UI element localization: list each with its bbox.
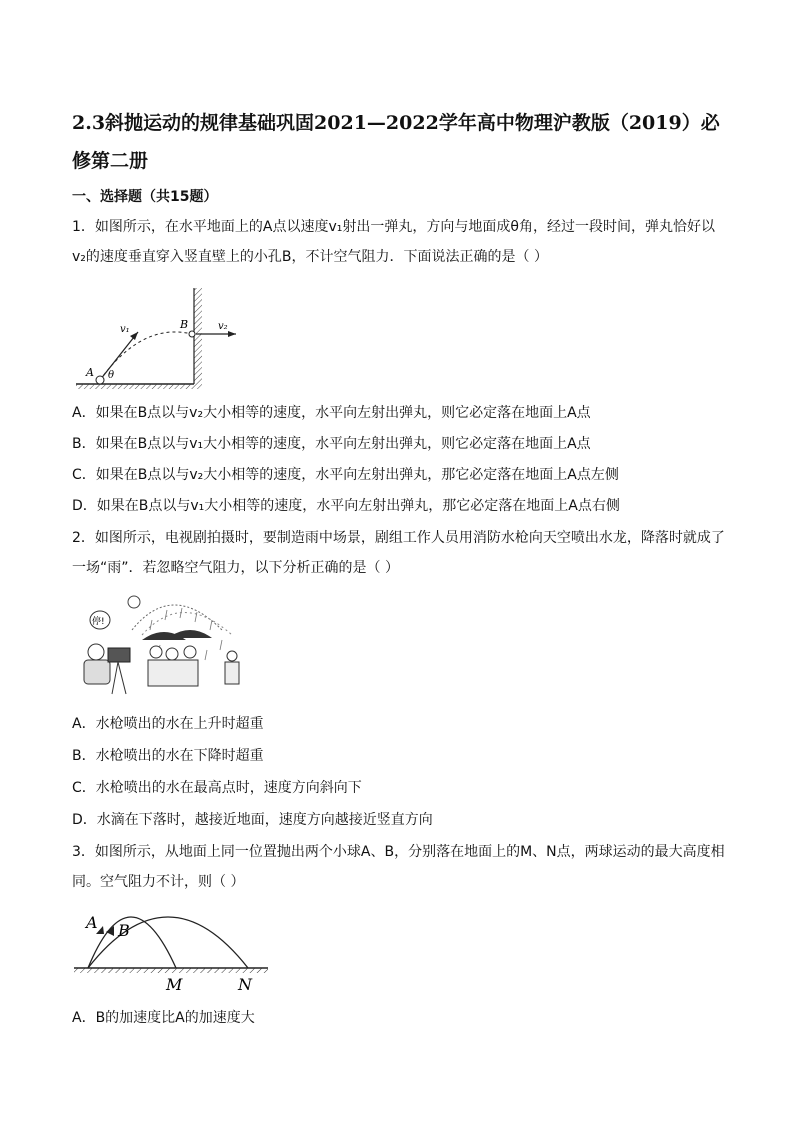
question-2-figure: [72, 590, 246, 700]
label-a: A: [86, 913, 98, 932]
label-m: M: [166, 975, 183, 994]
label-theta: θ: [108, 370, 115, 381]
question-3-text: 3．如图所示，从地面上同一位置抛出两个小球A、B，分别落在地面上的M、N点，两球运动的最大高度相同。空气阻力不计，则（ ）: [72, 844, 725, 890]
label-a: A: [86, 366, 94, 379]
q2-option-b: B．水枪喷出的水在下降时超重: [72, 748, 264, 764]
q3-option-a: A．B的加速度比A的加速度大: [72, 1010, 255, 1026]
label-v1: v₁: [120, 324, 130, 335]
question-3-figure: [72, 896, 272, 998]
label-b: B: [118, 921, 130, 940]
q2-option-c: C．水枪喷出的水在最高点时，速度方向斜向下: [72, 780, 362, 796]
sign-text: 停!: [92, 617, 105, 627]
document-title: 2.3斜抛运动的规律基础巩固2021—2022学年高中物理沪教版（2019）必修第二册: [72, 112, 720, 172]
section-title: 一、选择题（共15题）: [72, 189, 218, 205]
q2-option-d: D．水滴在下落时，越接近地面，速度方向越接近竖直方向: [72, 812, 433, 828]
q2-option-a: A．水枪喷出的水在上升时超重: [72, 716, 264, 732]
q1-option-d: D．如果在B点以与v₁大小相等的速度，水平向左射出弹丸，那它必定落在地面上A点右侧: [72, 498, 620, 514]
label-v2: v₂: [218, 321, 228, 332]
label-b: B: [180, 318, 189, 331]
question-2-text: 2．如图所示，电视剧拍摄时，要制造雨中场景，剧组工作人员用消防水枪向天空喷出水龙，降落时就成了一场“雨”．若忽略空气阻力，以下分析正确的是（ ）: [72, 530, 725, 576]
q1-option-c: C．如果在B点以与v₂大小相等的速度，水平向左射出弹丸，那它必定落在地面上A点左侧: [72, 467, 619, 483]
q1-option-b: B．如果在B点以与v₁大小相等的速度，水平向左射出弹丸，则它必定落在地面上A点: [72, 436, 591, 452]
label-n: N: [238, 975, 252, 994]
q1-option-a: A．如果在B点以与v₂大小相等的速度，水平向左射出弹丸，则它必定落在地面上A点: [72, 405, 591, 421]
question-1-text: 1．如图所示，在水平地面上的A点以速度v₁射出一弹丸，方向与地面成θ角，经过一段时间，弹丸恰好以v₂的速度垂直穿入竖直壁上的小孔B，不计空气阻力．下面说法正确的是（ ）: [72, 219, 715, 265]
question-1-figure: [72, 282, 252, 390]
